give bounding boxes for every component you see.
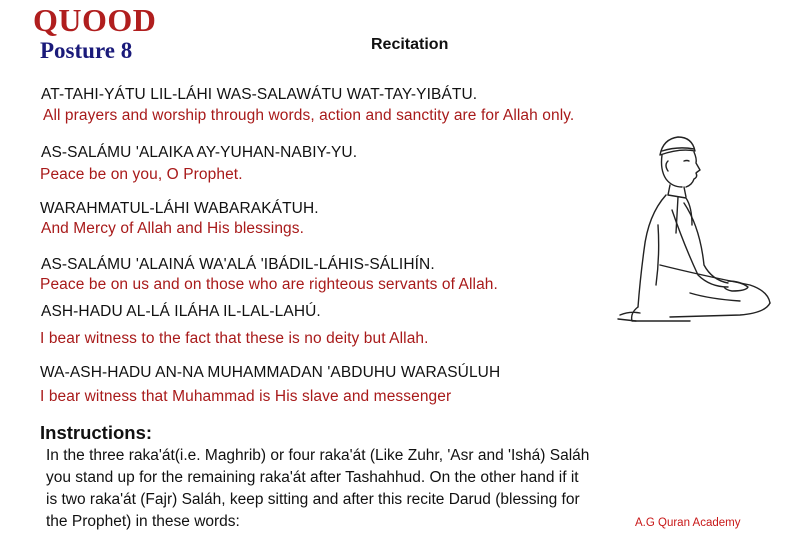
transliteration-line: AS-SALÁMU 'ALAINÁ WA'ALÁ 'IBÁDIL-LÁHIS-SÁLIHÍN.: [41, 256, 435, 273]
posture-subtitle: Posture 8: [40, 38, 133, 63]
translation-line: Peace be on you, O Prophet.: [40, 166, 243, 183]
translation-line: All prayers and worship through words, action and sanctity are for Allah only.: [43, 107, 575, 124]
instruction-line: you stand up for the remaining raka'át after Tashahhud. On the other hand if it: [46, 469, 579, 486]
transliteration-line: WARAHMATUL-LÁHI WABARAKÁTUH.: [40, 200, 319, 217]
credit-watermark: A.G Quran Academy: [635, 517, 741, 529]
seated-prayer-figure-icon: [600, 115, 790, 330]
instructions-title: Instructions:: [40, 422, 153, 443]
transliteration-line: WA-ASH-HADU AN-NA MUHAMMADAN 'ABDUHU WARASÚLUH: [40, 364, 501, 381]
transliteration-line: AT-TAHI-YÁTU LIL-LÁHI WAS-SALAWÁTU WAT-TAY-YIBÁTU.: [41, 86, 478, 103]
translation-line: Peace be on us and on those who are righteous servants of Allah.: [40, 276, 498, 293]
translation-line: And Mercy of Allah and His blessings.: [41, 220, 305, 237]
translation-line: I bear witness to the fact that these is no deity but Allah.: [40, 330, 429, 347]
instruction-line: the Prophet) in these words:: [46, 513, 240, 530]
transliteration-line: AS-SALÁMU 'ALAIKA AY-YUHAN-NABIY-YU.: [41, 144, 358, 161]
instruction-line: In the three raka'át(i.e. Maghrib) or four raka'át (Like Zuhr, 'Asr and 'Ishá) Saláh: [46, 447, 590, 464]
translation-line: I bear witness that Muhammad is His slave and messenger: [40, 388, 452, 405]
page-title: QUOOD: [33, 2, 157, 38]
transliteration-line: ASH-HADU AL-LÁ ILÁHA IL-LAL-LAHÚ.: [41, 303, 321, 320]
instruction-line: is two raka'át (Fajr) Saláh, keep sitting and after this recite Darud (blessing for: [46, 491, 580, 508]
section-heading: Recitation: [371, 36, 449, 53]
